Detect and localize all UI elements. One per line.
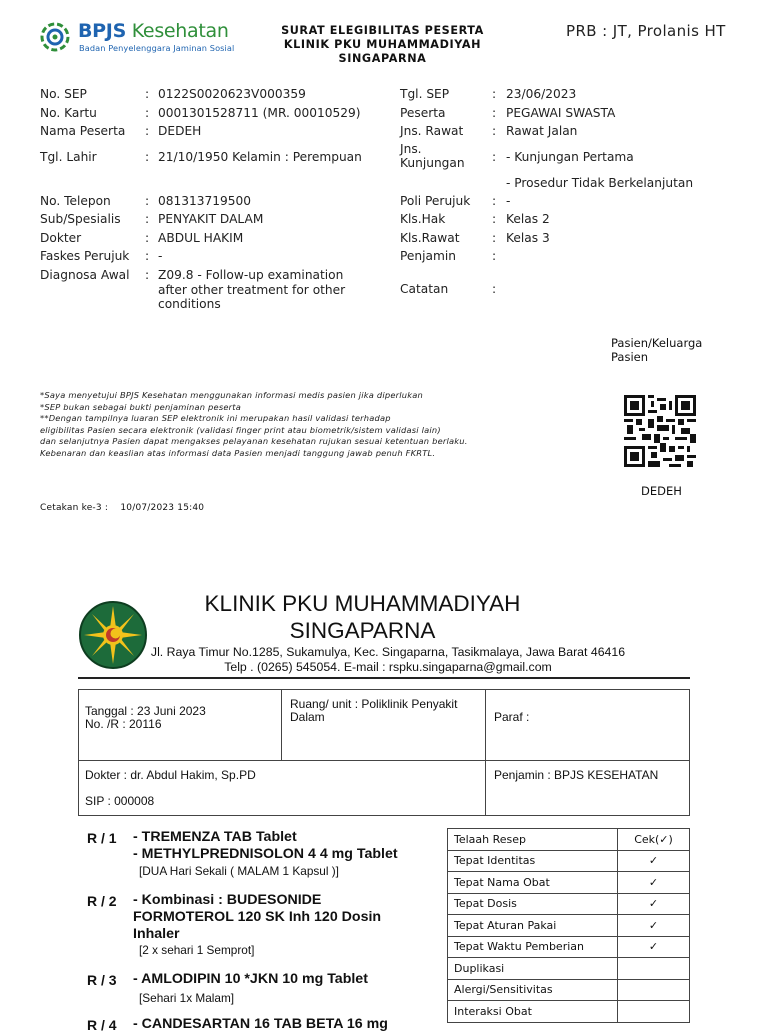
penjamin-text: Penjamin : BPJS KESEHATAN (494, 768, 659, 782)
check-cell: ✓ (618, 915, 690, 937)
note-line: Kebenaran dan keaslian atas informasi data Pasien menjadi tanggung jawab penuh FKRTL. (40, 447, 436, 458)
sip-text: SIP : 000008 (85, 794, 155, 808)
table-row: Tepat Nama Obat ✓ (448, 872, 690, 894)
table-row: Tepat Identitas ✓ (448, 850, 690, 872)
prb-label: PRB : JT, Prolanis HT (566, 22, 726, 40)
field-label: Tgl. SEP (400, 87, 450, 101)
rx-number: R / 3 (87, 972, 117, 988)
table-row: Tepat Waktu Pemberian ✓ (448, 936, 690, 958)
rx-drug-line: - CANDESARTAN 16 TAB BETA 16 mg (133, 1016, 388, 1032)
field-value: DEDEH (158, 124, 202, 138)
note-line: *Saya menyetujui BPJS Kesehatan menggunakan informasi medis pasien jika diperlukan (40, 390, 423, 400)
rx-drug-line: - TREMENZA TAB Tablet (133, 829, 297, 845)
clinic-address (150, 645, 626, 675)
field-value: 21/10/1950 Kelamin : Perempuan (158, 150, 362, 164)
print-count-label: Cetakan ke-3 : (40, 503, 109, 513)
field-label: Kls.Hak (400, 212, 446, 226)
address-line: Jl. Raya Timur No.1285, Sukamulya, Kec. Singaparna, Tasikmalaya, Jawa Barat 46416 (150, 645, 626, 659)
ruang-text: Ruang/ unit : Poliklinik Penyakit Dalam (290, 697, 458, 724)
rx-drug-line: Inhaler (133, 926, 180, 942)
rx-signa: [Sehari 1x Malam] (139, 991, 235, 1005)
rx-signa: [DUA Hari Sekali ( MALAM 1 Kapsul )] (139, 864, 339, 878)
field-value: - (158, 249, 163, 263)
field-value: 081313719500 (158, 194, 252, 208)
check-cell: ✓ (618, 893, 690, 915)
rx-signa: [2 x sehari 1 Semprot] (139, 943, 255, 957)
note-line: eligibilitas Pasien secara elektronik (validasi finger print atau biometrik/sistem validasi lain) (40, 424, 441, 435)
muhammadiyah-logo-icon (78, 600, 148, 670)
rx-drug-line: FORMOTEROL 120 SK Inh 120 Dosin (133, 909, 382, 925)
telaah-resep-table (447, 828, 690, 1023)
field-value: Kelas 3 (506, 231, 550, 245)
field-value: Rawat Jalan (506, 124, 578, 138)
sep-title-line: SINGAPARNA (338, 52, 427, 65)
clinic-title (150, 590, 575, 644)
field-value: - Kunjungan Pertama (506, 150, 634, 164)
table-header-row (448, 829, 690, 851)
penjamin-cell (485, 760, 690, 816)
field-label: Jns. Rawat (400, 124, 464, 138)
rx-number: R / 1 (87, 830, 117, 846)
qr-code-icon (624, 395, 696, 467)
check-cell (618, 1001, 690, 1023)
note-line: dan selanjutnya Pasien dapat mengakses pelayanan kesehatan rujukan sesuai ketentuan berlaku. (40, 436, 468, 446)
field-value: PEGAWAI SWASTA (506, 106, 616, 120)
table-row: Interaksi Obat (448, 1001, 690, 1023)
bpjs-subtitle: Badan Penyelenggara Jaminan Sosial (79, 43, 235, 53)
rx-drug-line: - Kombinasi : BUDESONIDE (133, 892, 322, 908)
rx-drug-line: - AMLODIPIN 10 *JKN 10 mg Tablet (133, 971, 368, 987)
table-header: Cek(✓) (618, 829, 690, 851)
field-label: No. Kartu (40, 106, 97, 120)
sep-title (250, 24, 515, 66)
print-info (40, 503, 204, 513)
field-label: No. SEP (40, 87, 87, 101)
rx-number: R / 4 (87, 1017, 117, 1033)
contact-line: Telp . (0265) 545054. E-mail : rspku.singaparna@gmail.com (224, 660, 552, 674)
field-value: Kelas 2 (506, 212, 550, 226)
field-label: No. Telepon (40, 194, 111, 208)
field-value: - Prosedur Tidak Berkelanjutan (506, 176, 694, 190)
field-label: Jns. Kunjungan (400, 142, 465, 170)
field-label: Dokter (40, 231, 82, 245)
note-line: **Dengan tampilnya luaran SEP elektronik ini merupakan hasil validasi terhadap (40, 413, 391, 423)
check-cell: ✓ (618, 936, 690, 958)
field-value: 23/06/2023 (506, 87, 577, 101)
disclaimer-notes (40, 390, 468, 459)
sep-title-line: SURAT ELEGIBILITAS PESERTA (281, 24, 484, 37)
field-label: Sub/Spesialis (40, 212, 121, 226)
header-divider (78, 677, 690, 679)
dokter-text: Dokter : dr. Abdul Hakim, Sp.PD (85, 768, 256, 782)
rx-number: R / 2 (87, 893, 117, 909)
bpjs-logo (40, 20, 240, 56)
field-label: Penjamin (400, 249, 456, 263)
ruang-cell (281, 689, 486, 761)
field-label: Poli Perujuk (400, 194, 471, 208)
clinic-title-line: SINGAPARNA (289, 618, 436, 643)
print-timestamp: 10/07/2023 15:40 (120, 503, 205, 513)
paraf-cell (485, 689, 690, 761)
no-r-text: No. /R : 20116 (85, 717, 162, 731)
clinic-title-line: KLINIK PKU MUHAMMADIYAH (204, 591, 521, 616)
bpjs-brand-bold: BPJS (78, 20, 126, 42)
bpjs-emblem-icon (40, 22, 70, 52)
table-row: Alergi/Sensitivitas (448, 979, 690, 1001)
check-cell: ✓ (618, 872, 690, 894)
field-label: Catatan (400, 282, 449, 296)
field-value: ABDUL HAKIM (158, 231, 244, 245)
sep-title-line: KLINIK PKU MUHAMMADIYAH (283, 38, 482, 51)
check-cell (618, 979, 690, 1001)
qr-patient-name: DEDEH (641, 484, 682, 498)
field-label: Diagnosa Awal (40, 268, 130, 282)
field-label: Tgl. Lahir (40, 150, 97, 164)
field-label: Nama Peserta (40, 124, 126, 138)
field-value: 0001301528711 (MR. 00010529) (158, 106, 361, 120)
table-row: Duplikasi (448, 958, 690, 980)
check-cell: ✓ (618, 850, 690, 872)
table-row: Tepat Dosis ✓ (448, 893, 690, 915)
paraf-text: Paraf : (494, 710, 530, 724)
date-cell (78, 689, 282, 761)
field-label: Faskes Perujuk (40, 249, 130, 263)
signature-label: Pasien/Keluarga Pasien (611, 336, 703, 364)
field-label: Kls.Rawat (400, 231, 460, 245)
field-label: Peserta (400, 106, 446, 120)
bpjs-brand-light: Kesehatan (131, 20, 229, 42)
check-cell (618, 958, 690, 980)
tanggal-text: Tanggal : 23 Juni 2023 (85, 704, 206, 718)
table-row: Tepat Aturan Pakai ✓ (448, 915, 690, 937)
field-value: PENYAKIT DALAM (158, 212, 264, 226)
dokter-cell (78, 760, 486, 816)
field-value: - (506, 194, 511, 208)
field-value: 0122S0020623V000359 (158, 87, 306, 101)
rx-drug-line: - METHYLPREDNISOLON 4 4 mg Tablet (133, 846, 398, 862)
table-header: Telaah Resep (448, 829, 618, 851)
field-value: Z09.8 - Follow-up examination after other treatment for other conditions (158, 268, 346, 311)
note-line: *SEP bukan sebagai bukti penjaminan peserta (40, 401, 241, 412)
